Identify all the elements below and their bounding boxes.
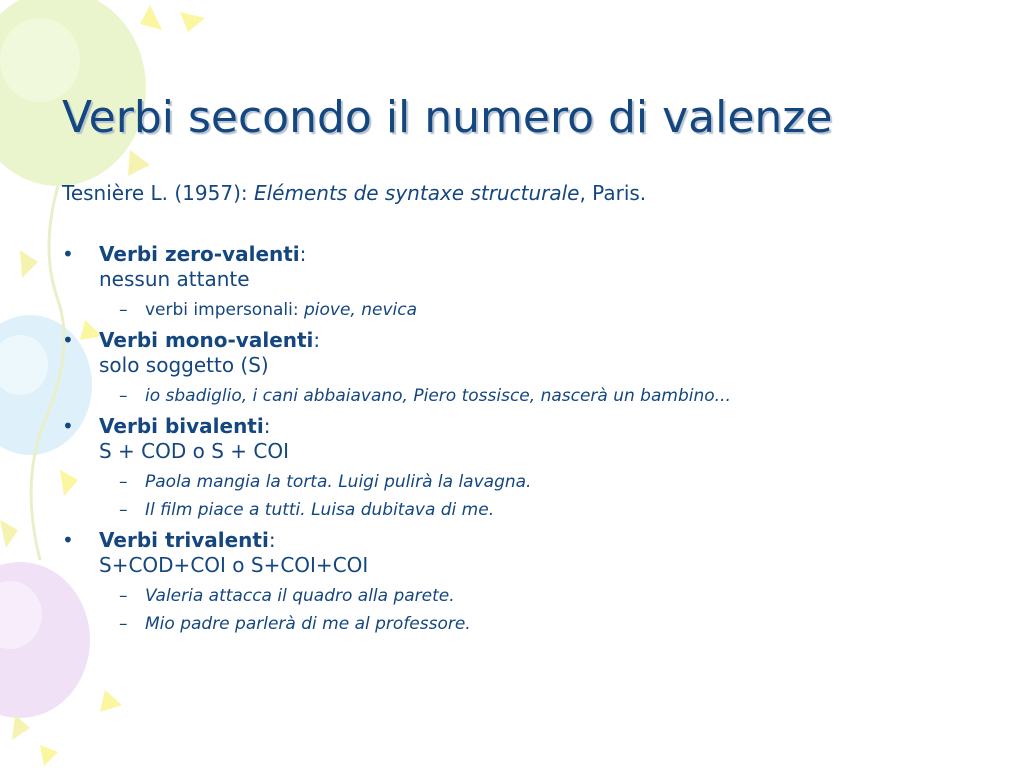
dash-icon: – <box>119 386 128 406</box>
bullet-term: Verbi zero-valenti <box>99 242 300 266</box>
bullet-description: S + COD o S + COI <box>99 439 289 463</box>
bullet-term: Verbi bivalenti <box>99 414 264 438</box>
bullet-item-zero-valenti <box>62 242 1002 324</box>
dash-icon: – <box>119 300 128 320</box>
star-shape <box>12 715 30 740</box>
bullet-description: S+COD+COI o S+COI+COI <box>99 553 369 577</box>
bullet-description: nessun attante <box>99 267 250 291</box>
dash-icon: – <box>119 614 128 634</box>
sub-bullet-example: piove, nevica <box>303 300 418 320</box>
reference-place: , Paris. <box>579 181 647 205</box>
sub-bullet-label: verbi impersonali: <box>145 300 304 320</box>
bullet-item-trivalenti <box>62 528 1002 638</box>
bullet-icon: • <box>62 328 74 352</box>
bullet-colon: : <box>263 414 271 438</box>
star-shape <box>180 12 205 32</box>
star-shape <box>40 745 58 766</box>
sub-bullet-item <box>99 496 1002 524</box>
bullet-item-mono-valenti <box>62 328 1002 410</box>
bullet-description: solo soggetto (S) <box>99 353 269 377</box>
bullet-colon: : <box>299 242 307 266</box>
reference-work-title: Eléments de syntaxe structurale <box>253 181 580 205</box>
bullet-icon: • <box>62 242 74 266</box>
star-shape <box>100 690 122 712</box>
sub-bullet-item <box>99 468 1002 496</box>
star-shape <box>20 250 38 278</box>
reference-author: Tesnière L. (1957): <box>62 181 254 205</box>
star-shape <box>0 520 18 548</box>
bullet-list <box>62 242 1002 642</box>
bullet-icon: • <box>62 414 74 438</box>
sub-bullet-item <box>99 296 1002 324</box>
dash-icon: – <box>119 586 128 606</box>
sub-bullet-item <box>99 610 1002 638</box>
bullet-term: Verbi mono-valenti <box>99 328 314 352</box>
sub-bullet-example: io sbadiglio, i cani abbaiavano, Piero tossisce, nascerà un bambino... <box>145 386 731 406</box>
dash-icon: – <box>119 500 128 520</box>
bullet-term: Verbi trivalenti <box>99 528 269 552</box>
bullet-colon: : <box>313 328 321 352</box>
star-shape <box>128 150 150 176</box>
sub-bullet-item <box>99 382 1002 410</box>
bibliographic-reference <box>62 181 646 205</box>
sub-bullet-example: Mio padre parlerà di me al professore. <box>145 614 471 634</box>
sub-bullet-item <box>99 582 1002 610</box>
bullet-colon: : <box>268 528 276 552</box>
sub-bullet-example: Il film piace a tutti. Luisa dubitava di me. <box>145 500 495 520</box>
sub-bullet-example: Paola mangia la torta. Luigi pulirà la lavagna. <box>145 472 532 492</box>
bullet-icon: • <box>62 528 74 552</box>
dash-icon: – <box>119 472 128 492</box>
star-shape <box>140 5 162 30</box>
green-balloon-highlight <box>0 18 80 102</box>
bullet-item-bivalenti <box>62 414 1002 524</box>
sub-bullet-example: Valeria attacca il quadro alla parete. <box>145 586 455 606</box>
slide-title: Verbi secondo il numero di valenze <box>62 92 833 143</box>
